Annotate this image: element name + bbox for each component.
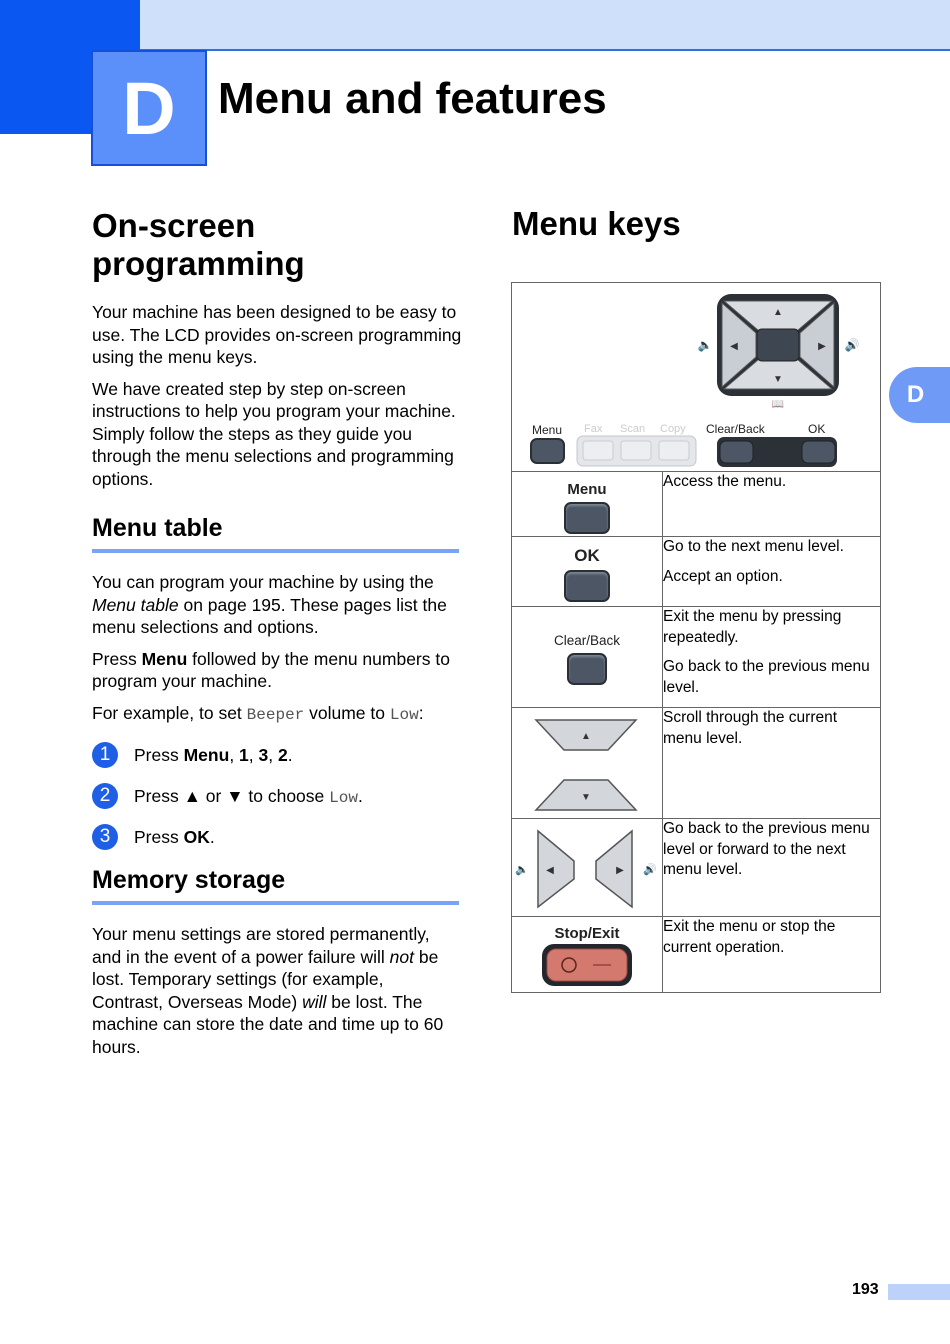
svg-text:▼: ▼ [773,374,783,385]
menu-table-section [92,514,459,850]
left-right-arrow-keys[interactable] [512,819,662,911]
volume-down-icon: 🔈 [515,864,529,876]
key-cell-up-down [512,708,663,819]
key-label: Clear/Back [553,633,621,648]
menu-table-heading: Menu table [92,514,223,542]
key-cell-ok [512,537,663,607]
step-1: 1 Press Menu, 1, 3, 2. [92,742,459,768]
svg-text:▶: ▶ [616,865,624,876]
key-cell-stop-exit [512,917,663,993]
table-row [512,472,881,537]
volume-up-icon: 🔊 [643,864,657,876]
volume-up-icon: 🔊 [844,338,860,352]
key-label: Stop/Exit [554,925,620,942]
panel-label-ok: OK [808,422,826,436]
key-description: Exit the menu or stop the current operation. [663,917,881,993]
panel-label-scan: Scan [620,423,646,435]
key-cell-clear-back [512,607,663,708]
onscreen-para-2: We have created step by step on-screen instructions to help you program your machine. Simply follow the steps as they guide you through the menu selections and programming options. [92,378,456,489]
onscreen-heading: On-screen programming [92,207,305,282]
step-number: 1 [92,742,118,768]
menu-keys-table [511,471,881,993]
panel-label-clear-back: Clear/Back [706,422,765,436]
left-arrow-icon [538,831,574,907]
book-icon: 📖 [771,399,785,410]
menu-table-para-1: You can program your machine by using the Menu table on page 195. These pages list the menu selections and options. [92,572,447,637]
heading-rule [92,901,459,905]
key-description: Go to the next menu level. Accept an option. [663,537,881,607]
onscreen-para-1: Your machine has been designed to be easy to use. The LCD provides on-screen programming using the menu keys. [92,302,462,367]
menu-keys-heading: Menu keys [512,205,681,242]
table-row [512,607,881,708]
key-cell-menu [512,472,663,537]
step-number: 2 [92,783,118,809]
svg-text:▼: ▼ [581,792,591,803]
table-row [512,819,881,917]
svg-text:◀: ◀ [730,341,738,352]
key-description: Go back to the previous menu level or forward to the next menu level. [663,819,881,917]
chapter-title: Menu and features [218,74,607,123]
menu-table-para-3: For example, to set Beeper volume to Low: [92,702,424,724]
panel-label-fax: Fax [584,423,603,435]
memory-para: Your menu settings are stored permanently, and in the event of a power failure will not be lost. Temporary settings (for example, Contrast, Overseas Mode) will be lost. The machine can store the date and time up to 60 hours. [92,924,444,1057]
up-down-arrow-keys[interactable] [512,708,662,813]
step-3: 3 Press OK. [92,824,459,850]
volume-down-icon: 🔈 [697,338,713,352]
svg-text:▲: ▲ [773,307,783,318]
right-arrow-icon [596,831,632,907]
chapter-letter-box: D [91,50,207,166]
key-description: Scroll through the current menu level. [663,708,881,819]
key-label: Menu [567,481,607,498]
menu-table-para-2: Press Menu followed by the menu numbers to program your machine. [92,648,450,691]
heading-rule [92,549,459,553]
panel-label-menu: Menu [532,423,563,437]
control-panel-illustration [511,282,881,471]
svg-text:◀: ◀ [546,865,554,876]
step-number: 3 [92,824,118,850]
memory-section [92,866,459,1058]
header-band [140,0,950,51]
key-cell-left-right [512,819,663,917]
svg-text:▶: ▶ [818,341,826,352]
key-label: OK [574,546,600,565]
onscreen-section [92,207,462,490]
table-row [512,917,881,993]
svg-text:▲: ▲ [581,731,591,742]
step-2: 2 Press ▲ or ▼ to choose Low. [92,783,459,809]
panel-label-copy: Copy [660,423,686,435]
memory-heading: Memory storage [92,866,286,894]
key-description: Access the menu. [663,472,881,537]
page-number: 193 [852,1281,879,1298]
control-panel-svg [512,283,880,471]
chapter-side-tab[interactable]: D [889,367,950,423]
stop-exit-button[interactable] [541,943,633,987]
key-description: Exit the menu by pressing repeatedly. Go back to the previous menu level. [663,607,881,708]
page-number-bar [888,1284,950,1300]
clear-back-button[interactable] [567,653,607,685]
navigation-pad-icon [717,294,839,396]
menu-button[interactable] [564,502,610,534]
table-row [512,708,881,819]
ok-button[interactable] [564,570,610,602]
table-row [512,537,881,607]
